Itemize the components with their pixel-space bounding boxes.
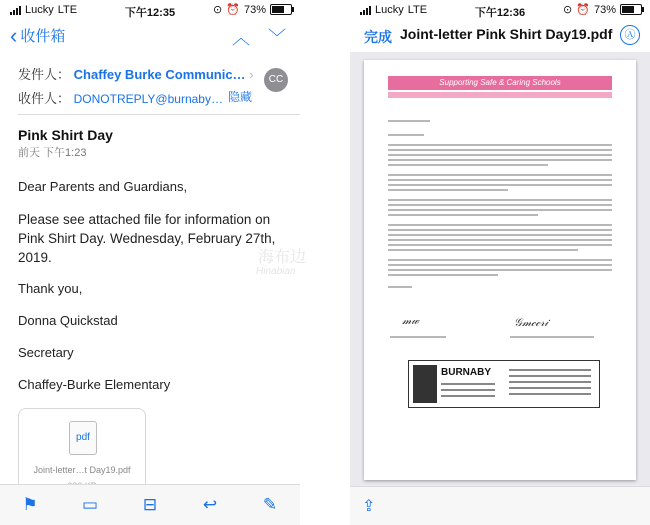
share-icon[interactable]: ⇪ — [362, 498, 376, 515]
banner-strip — [388, 92, 612, 98]
pdf-page — [364, 60, 636, 480]
archive-icon[interactable]: ⊟ — [142, 495, 158, 514]
status-bar — [0, 0, 300, 20]
carrier-label: Lucky — [25, 4, 54, 16]
document-banner: Supporting Safe & Caring Schools — [388, 76, 612, 90]
mail-toolbar — [0, 484, 300, 525]
document-title: Joint-letter Pink Shirt Day19.pdf — [400, 26, 613, 42]
battery-percent: 73% — [243, 3, 266, 16]
folder-icon[interactable]: ▭ — [81, 495, 99, 514]
clock: 下午12:36 — [474, 7, 526, 19]
chevron-left-icon: ‹ — [10, 22, 18, 48]
header-divider — [18, 114, 300, 115]
signature-name: Donna Quickstad — [18, 313, 118, 328]
signature-school: Chaffey-Burke Elementary — [18, 377, 171, 392]
avatar: CC — [264, 68, 288, 92]
board-mark-icon — [413, 365, 437, 403]
flag-icon[interactable]: ⚑ — [22, 495, 38, 514]
orientation-lock-icon: ⊙ — [563, 4, 573, 16]
orientation-lock-icon: ⊙ — [213, 4, 223, 16]
mail-subject: Pink Shirt Day — [18, 127, 113, 143]
previous-message-icon[interactable]: ︿ — [232, 28, 250, 48]
body-greeting: Dear Parents and Guardians, — [18, 179, 188, 194]
reply-icon[interactable]: ↩ — [202, 495, 218, 514]
watermark-latin: Hinabian — [256, 266, 296, 277]
next-message-icon[interactable]: ﹀ — [268, 28, 286, 48]
watermark: 海布边 — [258, 249, 307, 266]
back-to-inbox-button[interactable] — [10, 22, 66, 48]
from-row — [18, 64, 254, 83]
alarm-icon: ⏰ — [576, 4, 590, 16]
sender-name[interactable]: Chaffey Burke Communic… — [73, 67, 246, 82]
status-bar — [350, 0, 650, 20]
signature-left: 𝓂𝓌 — [402, 314, 419, 327]
viewer-nav-bar — [350, 22, 650, 48]
battery-icon — [620, 4, 642, 15]
signature-role: Secretary — [18, 345, 74, 360]
from-label: 发件人： — [18, 67, 71, 82]
mail-nav-bar — [0, 22, 300, 48]
network-label: LTE — [407, 4, 428, 16]
mail-date: 前天 下午1:23 — [18, 147, 87, 159]
attachment-filename: Joint-letter…t Day19.pdf — [33, 465, 131, 475]
pdf-file-icon: pdf — [69, 421, 97, 455]
signature-right: 𝒢𝓂𝒸𝒸𝓇𝒾 — [514, 316, 549, 329]
back-label: 收件箱 — [20, 28, 66, 45]
viewer-toolbar — [350, 486, 650, 525]
pdf-attachment[interactable] — [18, 408, 146, 492]
pdf-viewer-screen — [350, 0, 650, 525]
done-button[interactable]: 完成 — [364, 29, 392, 45]
recipient-address[interactable]: DONOTREPLY@burnaby… — [73, 92, 223, 106]
school-district-logo — [408, 360, 600, 408]
hide-details-button[interactable]: 隐藏 — [228, 90, 253, 104]
document-viewer[interactable] — [350, 52, 650, 487]
mail-screen — [0, 0, 300, 525]
chevron-right-icon: › — [249, 67, 254, 82]
alarm-icon: ⏰ — [226, 4, 240, 16]
network-label: LTE — [57, 4, 78, 16]
body-paragraph: Please see attached file for information on Pink Shirt Day. Wednesday, February 27th, 2019. — [18, 212, 276, 265]
to-row — [18, 88, 223, 107]
markup-icon[interactable]: Ⓐ — [620, 25, 640, 45]
compose-icon[interactable]: ✎ — [262, 495, 278, 514]
body-closing: Thank you, — [18, 281, 83, 296]
to-label: 收件人： — [18, 91, 71, 106]
battery-icon — [270, 4, 292, 15]
carrier-label: Lucky — [375, 4, 404, 16]
battery-percent: 73% — [593, 3, 616, 16]
clock: 下午12:35 — [124, 7, 176, 19]
district-name: BURNABY — [441, 367, 491, 378]
